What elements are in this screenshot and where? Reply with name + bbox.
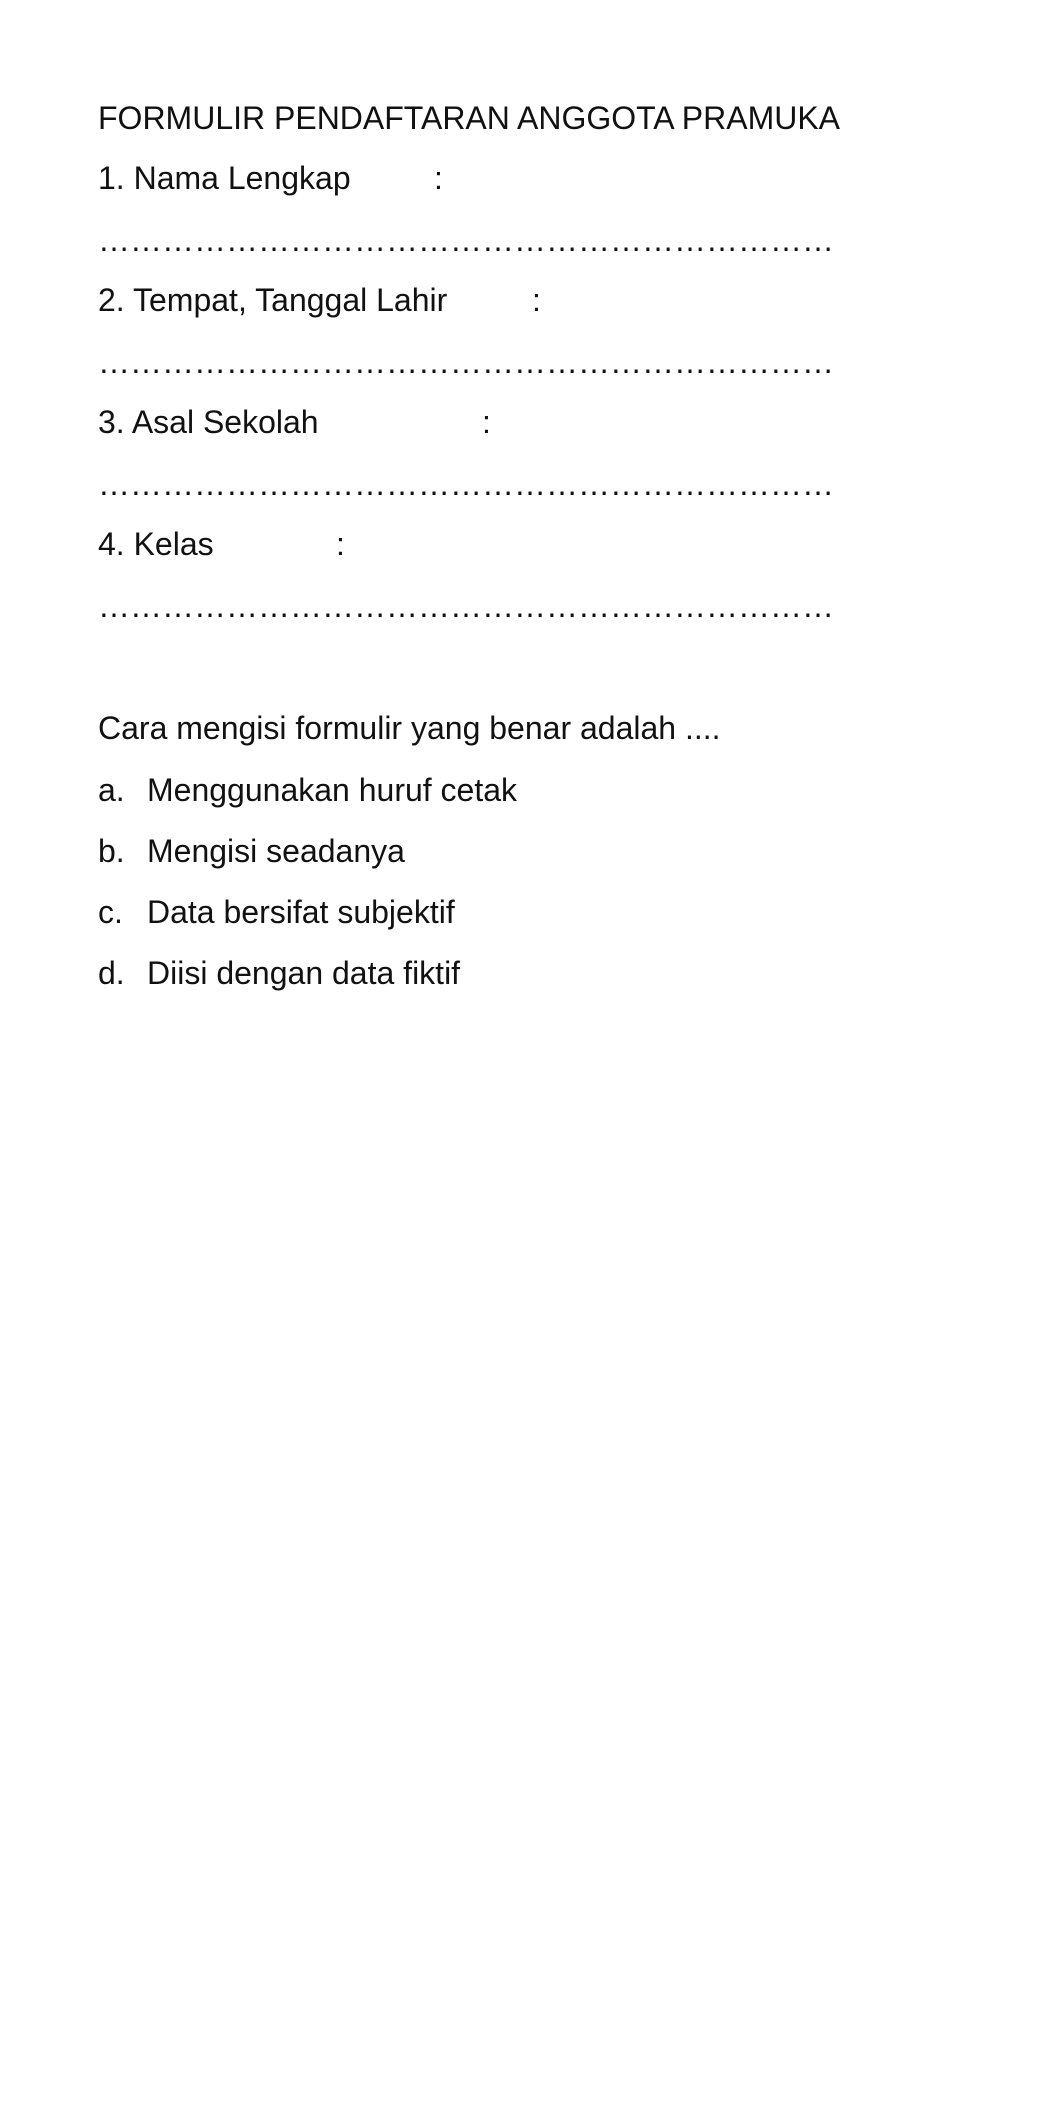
field-blank-kelas: ……………………………………………………………: [98, 588, 834, 624]
field-blank-nama-lengkap: ……………………………………………………………: [98, 222, 834, 258]
option-text-b: Mengisi seadanya: [147, 833, 405, 869]
field-blank-asal-sekolah: ……………………………………………………………: [98, 466, 834, 502]
field-colon: :: [532, 282, 541, 318]
field-colon: :: [482, 404, 491, 440]
field-colon: :: [336, 526, 345, 562]
option-text-d: Diisi dengan data fiktif: [147, 955, 461, 991]
field-label-asal-sekolah: 3. Asal Sekolah: [98, 404, 319, 440]
option-text-c: Data bersifat subjektif: [147, 894, 455, 930]
option-text-a: Menggunakan huruf cetak: [147, 772, 518, 808]
field-blank-tempat-tanggal-lahir: ……………………………………………………………: [98, 344, 834, 380]
option-letter-a: a.: [98, 772, 125, 808]
field-label-tempat-tanggal-lahir: 2. Tempat, Tanggal Lahir: [98, 282, 448, 318]
option-letter-d: d.: [98, 955, 125, 991]
option-letter-b: b.: [98, 833, 125, 869]
form-title: FORMULIR PENDAFTARAN ANGGOTA PRAMUKA: [98, 100, 841, 136]
question-text: Cara mengisi formulir yang benar adalah ....: [98, 710, 721, 746]
field-label-kelas: 4. Kelas: [98, 526, 214, 562]
field-label-nama-lengkap: 1. Nama Lengkap: [98, 160, 351, 196]
field-colon: :: [434, 160, 443, 196]
option-letter-c: c.: [98, 894, 123, 930]
